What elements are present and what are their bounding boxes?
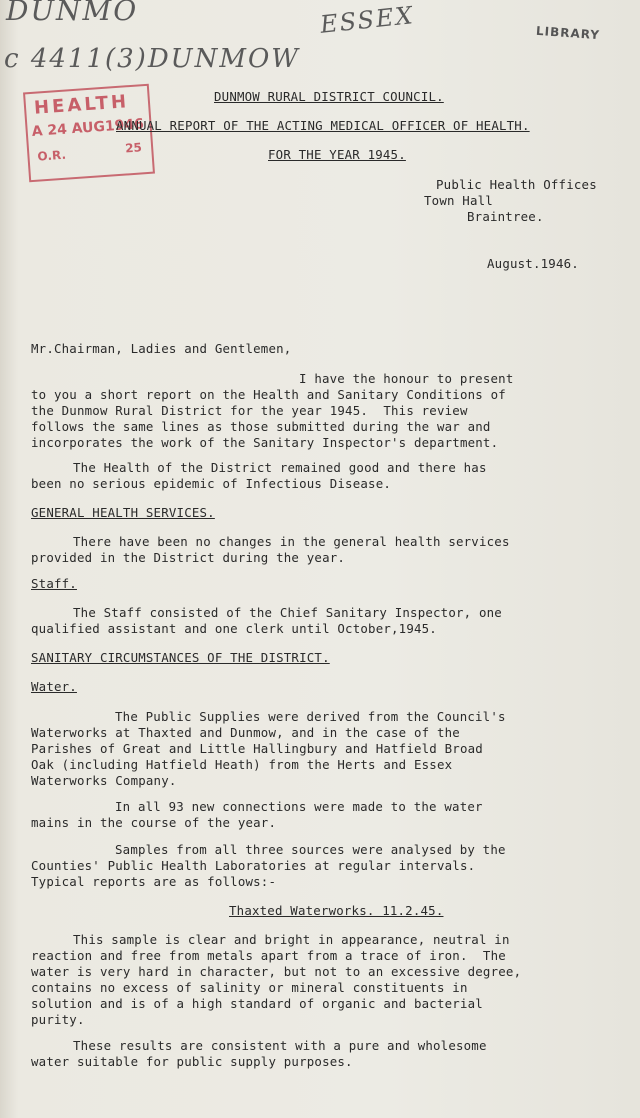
samples-line: Samples from all three sources were analysed by the [115,842,506,857]
thaxted-line: contains no excess of salinity or mineral constituents in [31,980,468,995]
stamp-line-1: HEALTH [33,91,130,119]
report-year: FOR THE YEAR 1945. [268,147,406,162]
thaxted-heading: Thaxted Waterworks. 11.2.45. [229,903,444,918]
staff-heading: Staff. [31,576,77,591]
stamp-line-2: A 24 AUG1946 [31,116,145,140]
thaxted-line: reaction and free from metals apart from a trace of iron. The [31,948,506,963]
report-date: August.1946. [487,256,579,271]
report-title: ANNUAL REPORT OF THE ACTING MEDICAL OFFICER OF HEALTH. [116,118,530,133]
general-line: There have been no changes in the general health services [73,534,510,549]
address-line-3: Braintree. [467,209,544,224]
stamp-line-3: O.R. [37,147,67,164]
handwritten-note-top: DUNMO [6,0,139,27]
thaxted-line: This sample is clear and bright in appearance, neutral in [73,932,510,947]
intro-line: I have the honour to present [299,371,514,386]
intro-line: to you a short report on the Health and Sanitary Conditions of [31,387,506,402]
handwritten-reference: c 4411(3)DUNMOW [4,44,300,74]
intro-line: the Dunmow Rural District for the year 1945. This review [31,403,468,418]
staff-line: The Staff consisted of the Chief Sanitary Inspector, one [73,605,502,620]
health-line: The Health of the District remained good and there has [73,460,487,475]
water-line: Waterworks Company. [31,773,177,788]
intro-line: follows the same lines as those submitted during the war and [31,419,491,434]
conclusion-line: water suitable for public supply purposes. [31,1054,353,1069]
intro-line: incorporates the work of the Sanitary Inspector's department. [31,435,499,450]
thaxted-line: water is very hard in character, but not to an excessive degree, [31,964,522,979]
library-mark: LIBRARY [535,23,601,43]
thaxted-line: solution and is of a high standard of organic and bacterial [31,996,483,1011]
sanitary-heading: SANITARY CIRCUMSTANCES OF THE DISTRICT. [31,650,330,665]
thaxted-line: purity. [31,1012,85,1027]
address-line-2: Town Hall [424,193,493,208]
connections-line: In all 93 new connections were made to the water [115,799,483,814]
salutation: Mr.Chairman, Ladies and Gentlemen, [31,341,292,356]
water-line: Parishes of Great and Little Hallingbury and Hatfield Broad [31,741,483,756]
general-heading: GENERAL HEALTH SERVICES. [31,505,215,520]
connections-line: mains in the course of the year. [31,815,277,830]
samples-line: Counties' Public Health Laboratories at regular intervals. [31,858,476,873]
conclusion-line: These results are consistent with a pure and wholesome [73,1038,487,1053]
address-line-1: Public Health Offices [436,177,597,192]
samples-line: Typical reports are as follows:- [31,874,277,889]
general-line: provided in the District during the year. [31,550,346,565]
stamp-line-4: 25 [124,140,143,156]
water-heading: Water. [31,679,77,694]
council-title: DUNMOW RURAL DISTRICT COUNCIL. [214,89,444,104]
handwritten-essex: ESSEX [318,1,416,39]
water-line: The Public Supplies were derived from the Council's [115,709,506,724]
health-line: been no serious epidemic of Infectious Disease. [31,476,392,491]
water-line: Waterworks at Thaxted and Dunmow, and in the case of the [31,725,460,740]
staff-line: qualified assistant and one clerk until October,1945. [31,621,437,636]
water-line: Oak (including Hatfield Heath) from the Herts and Essex [31,757,453,772]
